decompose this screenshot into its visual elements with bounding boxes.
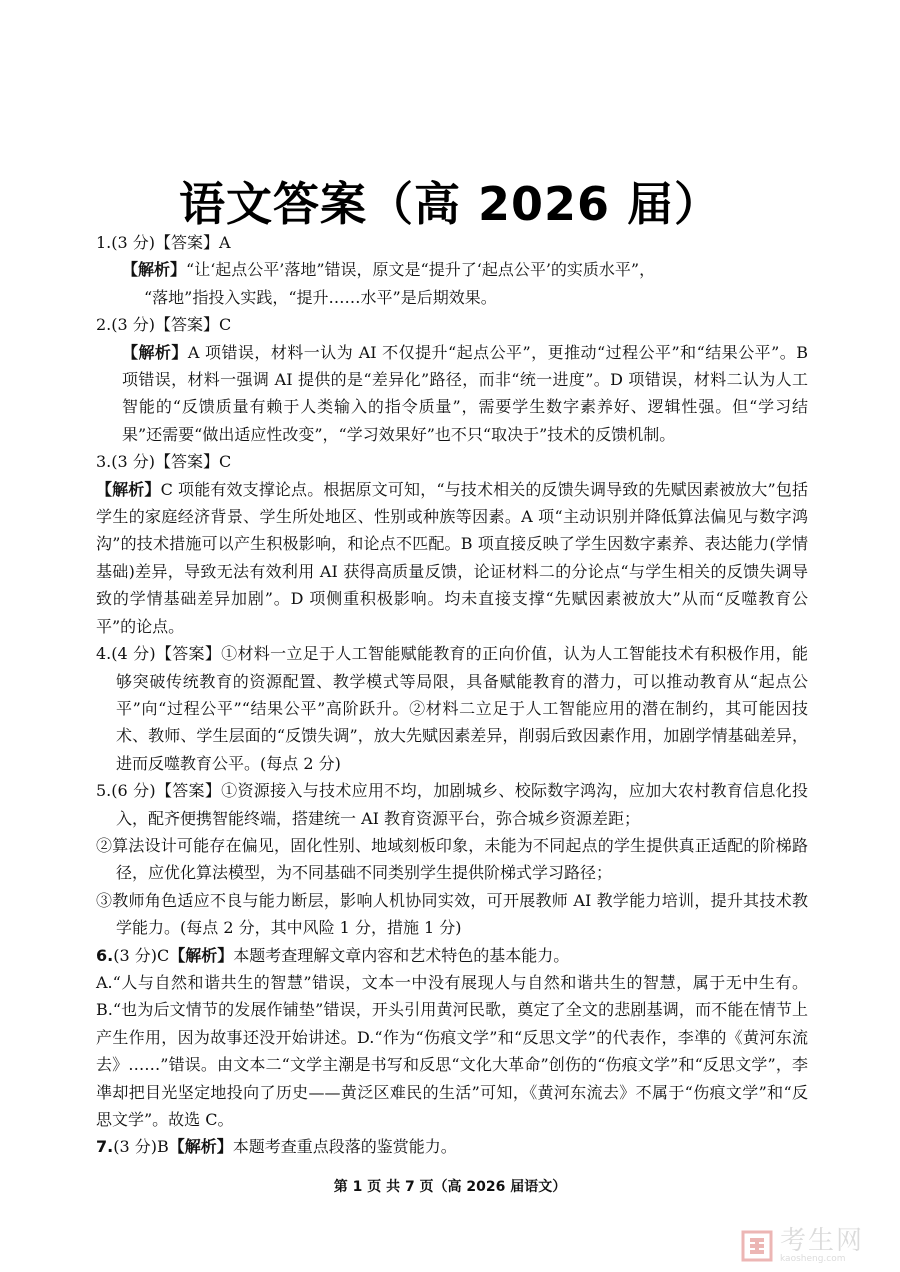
q3-text: C 项能有效支撑论点。根据原文可知，“与技术相关的反馈失调导致的先赋因素被放大”包括学生的家庭经济背景、学生所处地区、性别或种族等因素。A 项“主动识别并降低算法偏见与数字鸿沟”的技术措施可以产生积极影响，和论点不匹配。B 项直接反映了学生因数字素养、表达能力(学情基础)差异，导致无法有效利用 AI 获得高质量反馈，论证材料二的分论点“与学生相关的反馈失调导致的学情基础差异加剧”。D 项侧重积极影响。均未直接支撑“先赋因素被放大”从而“反噬教育公平”的论点。 bbox=[96, 479, 808, 636]
q5-point-2: ②算法设计可能存在偏见，固化性别、地域刻板印象，未能为不同起点的学生提供真正适配的阶梯路径，应优化算法模型，为不同基础不同类别学生提供阶梯式学习路径； bbox=[96, 835, 808, 883]
watermark-cn: 考生网 bbox=[780, 1226, 865, 1256]
q5-answer: 5.(6 分)【答案】①资源接入与技术应用不均，加剧城乡、校际数字鸿沟，应加大农村教育信息化投入，配齐便携智能终端，搭建统一 AI 教育资源平台，弥合城乡资源差距； bbox=[96, 781, 808, 828]
page-footer: 第 1 页 共 7 页（高 2026 届语文） bbox=[333, 1179, 567, 1195]
q1-analysis-cont: “落地”指投入实践，“提升……水平”是后期效果。 bbox=[144, 287, 497, 307]
q2-tag: 【解析】 bbox=[122, 342, 188, 362]
q7-tag: 【解析】 bbox=[168, 1137, 233, 1157]
q1-head: 1.(3 分)【答案】A bbox=[96, 233, 231, 252]
watermark-logo bbox=[740, 1226, 890, 1266]
q6-lead: 本题考查理解文章内容和艺术特色的基本能力。 bbox=[233, 945, 570, 965]
q3-head: 3.(3 分)【答案】C bbox=[96, 452, 232, 472]
q7-lead: 本题考查重点段落的鉴赏能力。 bbox=[232, 1137, 457, 1157]
q3-analysis bbox=[96, 476, 808, 640]
q3-tag: 【解析】 bbox=[96, 479, 161, 499]
q2-analysis bbox=[96, 339, 808, 449]
q6-score: (3 分)C bbox=[113, 945, 170, 965]
kaosheng-logo-icon bbox=[740, 1229, 774, 1263]
q7-head bbox=[96, 1133, 808, 1160]
q6-head bbox=[96, 942, 808, 969]
q2-head: 2.(3 分)【答案】C bbox=[96, 315, 232, 335]
q5-point-3: ③教师角色适应不良与能力断层，影响人机协同实效，可开展教师 AI 教学能力培训，提升其技术教学能力。(每点 2 分，其中风险 1 分，措施 1 分) bbox=[96, 890, 808, 938]
q1-analysis bbox=[96, 256, 808, 283]
q7-num: 7. bbox=[96, 1137, 114, 1157]
q2-text: A 项错误，材料一认为 AI 不仅提升“起点公平”，更推动“过程公平”和“结果公平”。B 项错误，材料一强调 AI 提供的是“差异化”路径，而非“统一进度”。D 项错误，材料二认为人工智能的“反馈质量有赖于人类输入的指令质量”，需要学生数字素养好、逻辑性强。但“学习结果”还需要“做出适应性改变”，“学习效果好”也不只“取决于”技术的反馈机制。 bbox=[122, 342, 808, 444]
page-title: 语文答案（高 2026 届） bbox=[178, 177, 722, 231]
q4-answer: 4.(4 分)【答案】①材料一立足于人工智能赋能教育的正向价值，认为人工智能技术有积极作用，能够突破传统教育的资源配置、教学模式等局限，具备赋能教育的潜力，可以推动教育从“起点公平”向“过程公平”“结果公平”高阶跃升。②材料二立足于人工智能应用的潜在制约，其可能因技术、教师、学生层面的“反馈失调”，放大先赋因素差异，削弱后致因素作用，加剧学情基础差异，进而反噬教育公平。(每点 2 分) bbox=[96, 644, 808, 773]
q6-num: 6. bbox=[96, 945, 114, 965]
q6-analysis: A.“人与自然和谐共生的智慧”错误，文本一中没有展现人与自然和谐共生的智慧，属于无中生有。B.“也为后文情节的发展作铺垫”错误，开头引用黄河民歌，奠定了全文的悲剧基调，而不能在情节上产生作用，因为故事还没开始讲述。D.“作为“伤痕文学”和“反思文学”的代表作，李凖的《黄河东流去》……”错误。由文本二“文学主潮是书写和反思“文化大革命”创伤的“伤痕文学”和“反思文学”，李凖却把目光坚定地投向了历史——黄泛区难民的生活”可知，《黄河东流去》不属于“伤痕文学”和“反思文学”。故选 C。 bbox=[96, 972, 808, 1129]
q1-tag: 【解析】 bbox=[122, 260, 187, 280]
q6-tag: 【解析】 bbox=[169, 945, 234, 965]
q1-text: “让‘起点公平’落地”错误，原文是“提升了‘起点公平’的实质水平”， bbox=[186, 260, 656, 280]
watermark-text bbox=[780, 1228, 864, 1264]
watermark-en: kaosheng.com bbox=[780, 1254, 846, 1264]
q7-score: (3 分)B bbox=[113, 1137, 169, 1157]
answer-body bbox=[96, 229, 808, 1161]
